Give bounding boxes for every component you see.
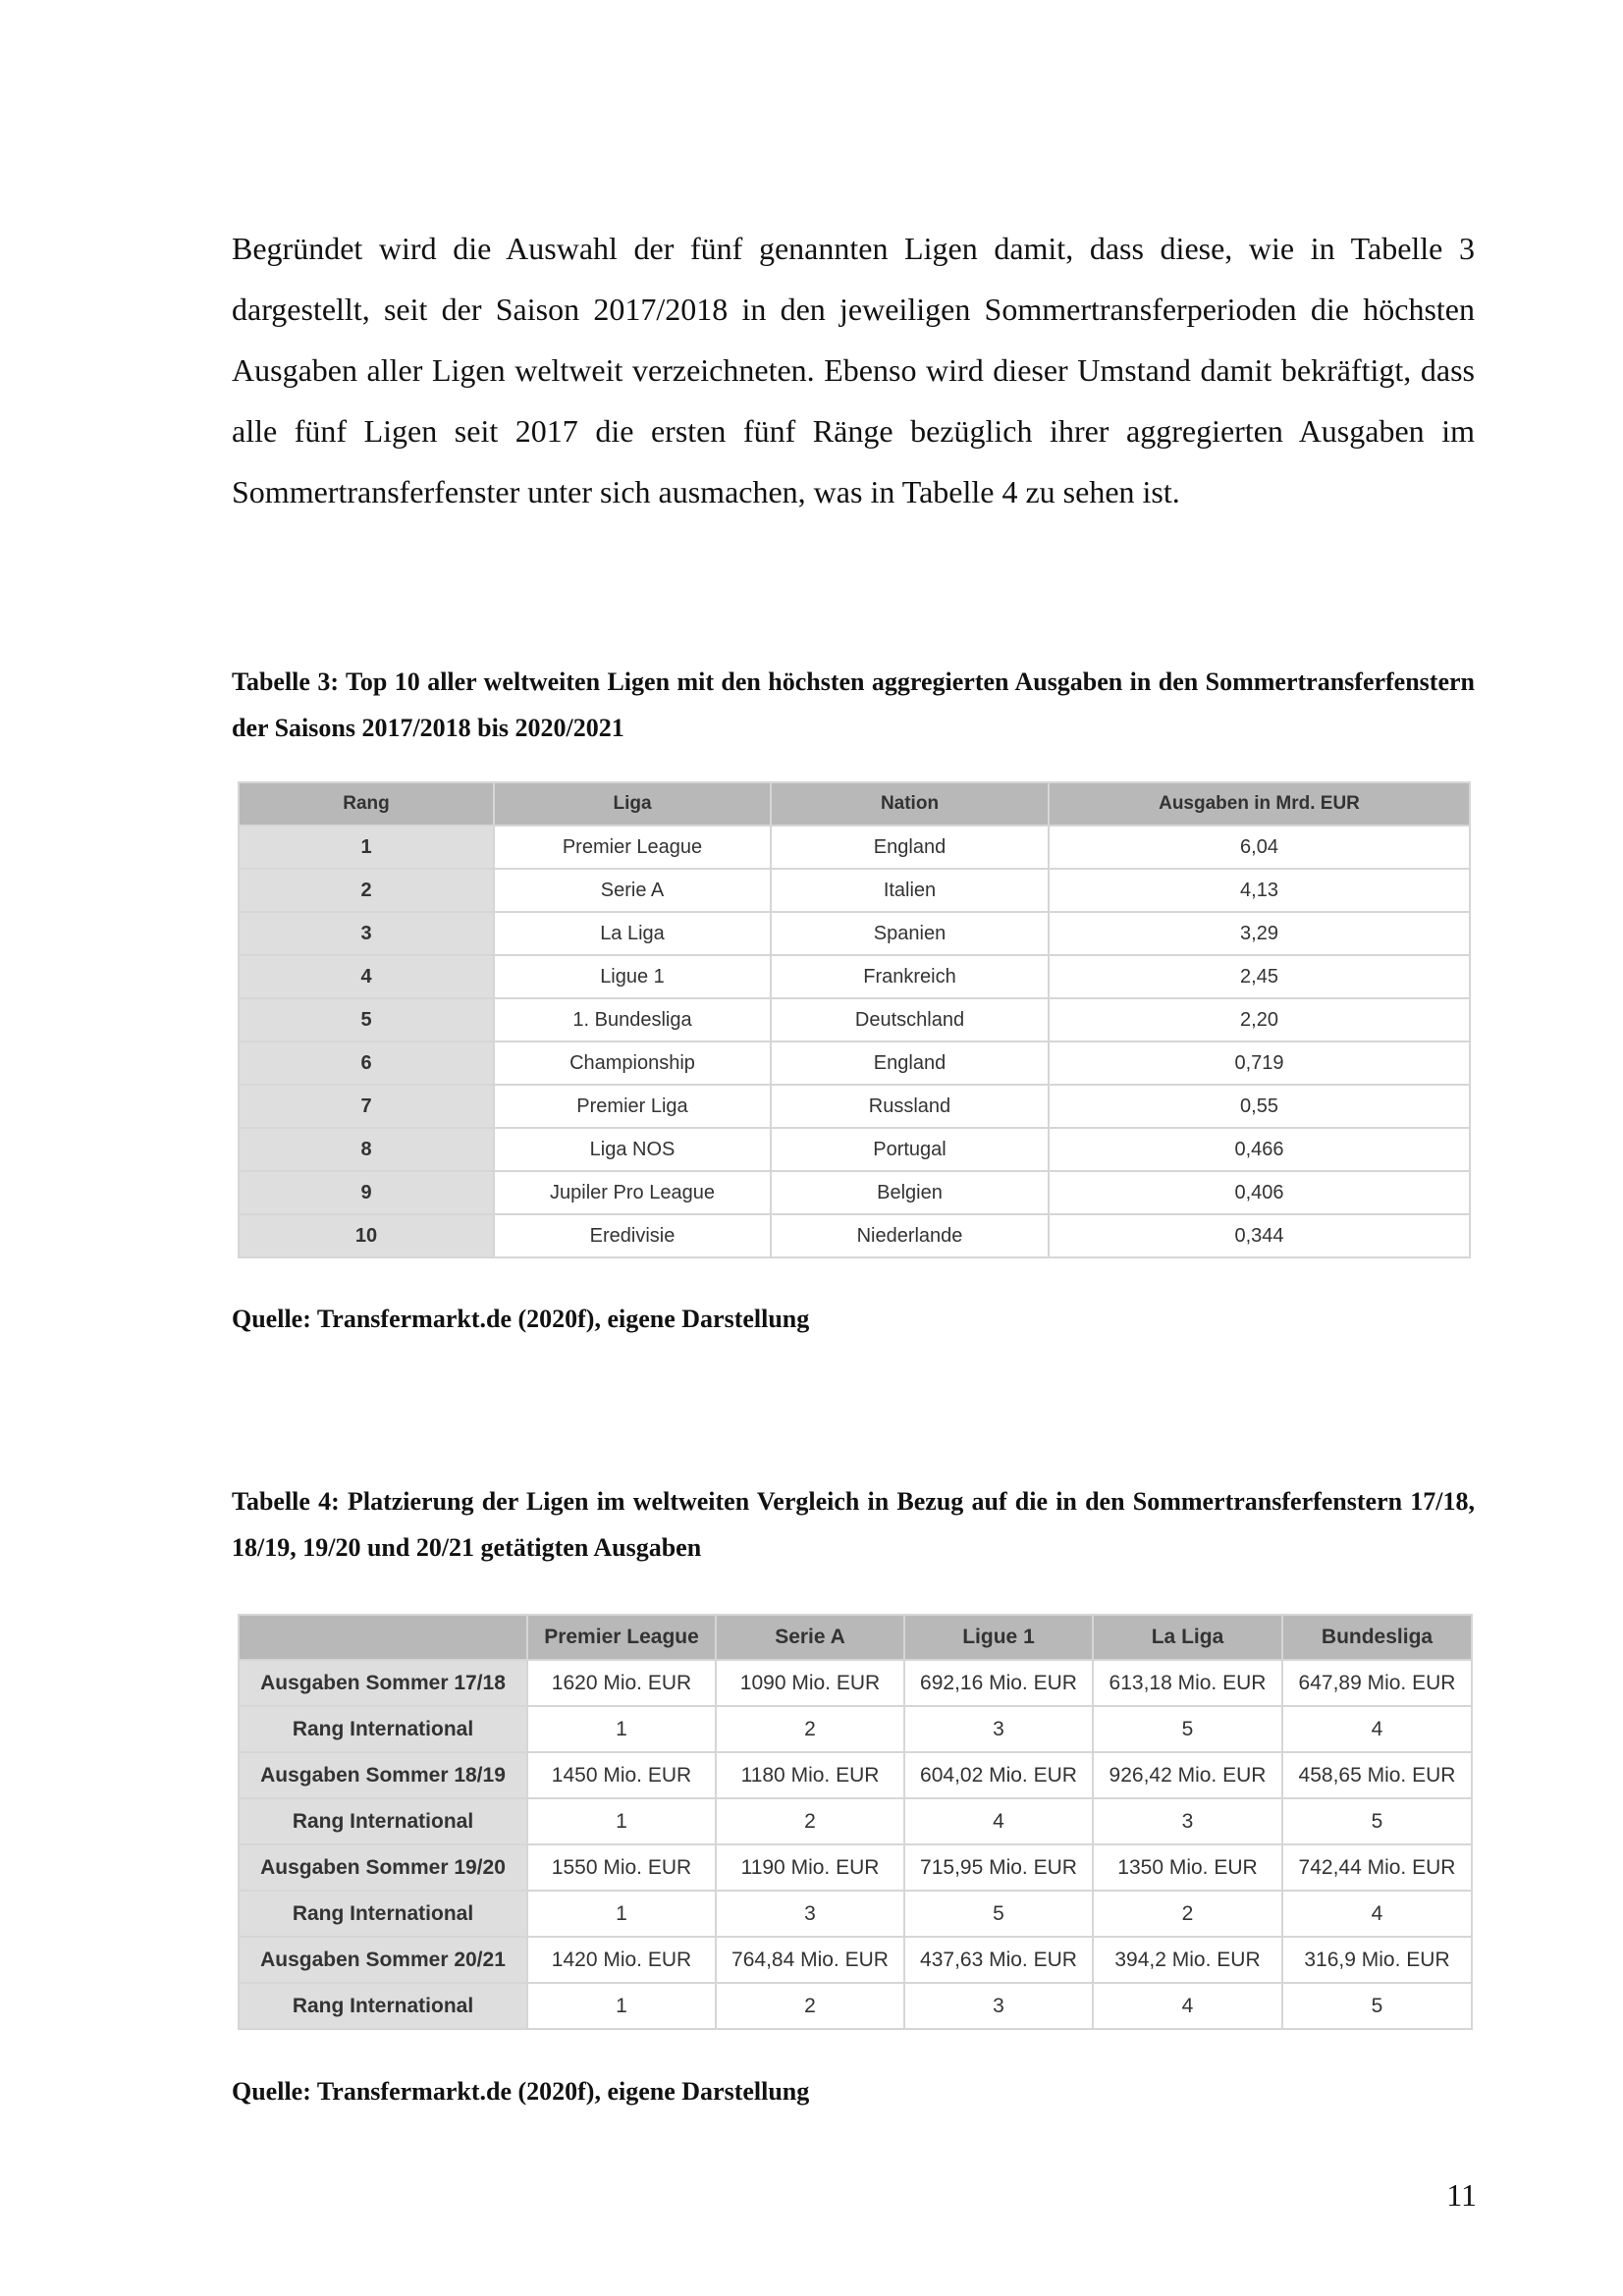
table-row xyxy=(239,955,1470,998)
table-row xyxy=(239,1891,1472,1937)
table-cell: 5 xyxy=(1093,1706,1282,1752)
rank-cell: 2 xyxy=(239,869,494,912)
nation-cell: Deutschland xyxy=(771,998,1049,1041)
row-label: Rang International xyxy=(239,1798,527,1844)
table-cell: 1 xyxy=(527,1983,716,2029)
spend-cell: 3,29 xyxy=(1049,912,1470,955)
nation-cell: England xyxy=(771,826,1049,869)
table-cell: 2 xyxy=(716,1706,904,1752)
table-cell: 1 xyxy=(527,1798,716,1844)
table-cell: 715,95 Mio. EUR xyxy=(904,1844,1093,1891)
table-cell: 926,42 Mio. EUR xyxy=(1093,1752,1282,1798)
table-cell: 3 xyxy=(904,1983,1093,2029)
rank-cell: 1 xyxy=(239,826,494,869)
spend-cell: 6,04 xyxy=(1049,826,1470,869)
row-label: Rang International xyxy=(239,1983,527,2029)
table-row xyxy=(239,1706,1472,1752)
nation-cell: Belgien xyxy=(771,1171,1049,1214)
table-cell: 1450 Mio. EUR xyxy=(527,1752,716,1798)
table-cell: 647,89 Mio. EUR xyxy=(1282,1660,1472,1706)
spend-cell: 0,406 xyxy=(1049,1171,1470,1214)
table-cell: 692,16 Mio. EUR xyxy=(904,1660,1093,1706)
table-cell: 1620 Mio. EUR xyxy=(527,1660,716,1706)
table-row xyxy=(239,912,1470,955)
row-label: Ausgaben Sommer 18/19 xyxy=(239,1752,527,1798)
table-row xyxy=(239,1171,1470,1214)
table-cell: 2 xyxy=(716,1983,904,2029)
table3-header-rank: Rang xyxy=(239,782,494,826)
row-label: Rang International xyxy=(239,1706,527,1752)
table4-header-bundesliga: Bundesliga xyxy=(1282,1615,1472,1660)
rank-cell: 4 xyxy=(239,955,494,998)
table-cell: 4 xyxy=(1093,1983,1282,2029)
table-cell: 5 xyxy=(1282,1798,1472,1844)
table3-league-spending xyxy=(238,781,1471,1258)
table-row xyxy=(239,1041,1470,1085)
league-cell: Premier Liga xyxy=(494,1085,771,1128)
table4-caption: Tabelle 4: Platzierung der Ligen im weltweiten Vergleich in Bezug auf die in den Sommertransferfenstern 17/18, 18/19, 19/20 und 20/21 getätigten Ausgaben xyxy=(232,1487,1475,1562)
table4-source: Quelle: Transfermarkt.de (2020f), eigene Darstellung xyxy=(232,2077,810,2106)
league-cell: Ligue 1 xyxy=(494,955,771,998)
spend-cell: 2,20 xyxy=(1049,998,1470,1041)
table-cell: 394,2 Mio. EUR xyxy=(1093,1937,1282,1983)
nation-cell: Spanien xyxy=(771,912,1049,955)
spend-cell: 0,719 xyxy=(1049,1041,1470,1085)
table-cell: 5 xyxy=(1282,1983,1472,2029)
league-cell: Eredivisie xyxy=(494,1214,771,1257)
table4-header-la-liga: La Liga xyxy=(1093,1615,1282,1660)
rank-cell: 8 xyxy=(239,1128,494,1171)
table-row xyxy=(239,1798,1472,1844)
nation-cell: Frankreich xyxy=(771,955,1049,998)
league-cell: La Liga xyxy=(494,912,771,955)
table-cell: 1350 Mio. EUR xyxy=(1093,1844,1282,1891)
rank-cell: 7 xyxy=(239,1085,494,1128)
table-cell: 316,9 Mio. EUR xyxy=(1282,1937,1472,1983)
spend-cell: 0,344 xyxy=(1049,1214,1470,1257)
row-label: Ausgaben Sommer 17/18 xyxy=(239,1660,527,1706)
table-cell: 1090 Mio. EUR xyxy=(716,1660,904,1706)
table3-header-nation: Nation xyxy=(771,782,1049,826)
table4-header-row xyxy=(239,1615,1472,1660)
table-cell: 4 xyxy=(1282,1706,1472,1752)
spend-cell: 4,13 xyxy=(1049,869,1470,912)
table-cell: 613,18 Mio. EUR xyxy=(1093,1660,1282,1706)
table-row xyxy=(239,1752,1472,1798)
table-row xyxy=(239,869,1470,912)
table4-header-corner xyxy=(239,1615,527,1660)
row-label: Ausgaben Sommer 19/20 xyxy=(239,1844,527,1891)
league-cell: Liga NOS xyxy=(494,1128,771,1171)
table3-header-spend: Ausgaben in Mrd. EUR xyxy=(1049,782,1470,826)
spend-cell: 2,45 xyxy=(1049,955,1470,998)
nation-cell: Portugal xyxy=(771,1128,1049,1171)
table-row xyxy=(239,1983,1472,2029)
table-row xyxy=(239,826,1470,869)
page-number: 11 xyxy=(1446,2177,1477,2213)
table-row xyxy=(239,1660,1472,1706)
table3-header-row xyxy=(239,782,1470,826)
table4-header-premier-league: Premier League xyxy=(527,1615,716,1660)
table-cell: 5 xyxy=(904,1891,1093,1937)
table-cell: 458,65 Mio. EUR xyxy=(1282,1752,1472,1798)
league-cell: 1. Bundesliga xyxy=(494,998,771,1041)
rank-cell: 6 xyxy=(239,1041,494,1085)
table-row xyxy=(239,1085,1470,1128)
table-row xyxy=(239,998,1470,1041)
table4-header-ligue-1: Ligue 1 xyxy=(904,1615,1093,1660)
nation-cell: Niederlande xyxy=(771,1214,1049,1257)
table-cell: 3 xyxy=(716,1891,904,1937)
table-cell: 1190 Mio. EUR xyxy=(716,1844,904,1891)
table-cell: 1 xyxy=(527,1706,716,1752)
row-label: Ausgaben Sommer 20/21 xyxy=(239,1937,527,1983)
spend-cell: 0,466 xyxy=(1049,1128,1470,1171)
table-cell: 1180 Mio. EUR xyxy=(716,1752,904,1798)
table-cell: 742,44 Mio. EUR xyxy=(1282,1844,1472,1891)
league-cell: Premier League xyxy=(494,826,771,869)
league-cell: Jupiler Pro League xyxy=(494,1171,771,1214)
table3-caption: Tabelle 3: Top 10 aller weltweiten Ligen mit den höchsten aggregierten Ausgaben in den Sommertransferfenstern der Saisons 2017/2018 bis 2020/2021 xyxy=(232,667,1475,742)
nation-cell: Italien xyxy=(771,869,1049,912)
table-cell: 4 xyxy=(1282,1891,1472,1937)
table4-league-ranking xyxy=(238,1614,1473,2030)
table-row xyxy=(239,1937,1472,1983)
table-cell: 2 xyxy=(716,1798,904,1844)
rank-cell: 10 xyxy=(239,1214,494,1257)
nation-cell: Russland xyxy=(771,1085,1049,1128)
table3-source: Quelle: Transfermarkt.de (2020f), eigene Darstellung xyxy=(232,1305,810,1333)
table-cell: 764,84 Mio. EUR xyxy=(716,1937,904,1983)
table-row xyxy=(239,1128,1470,1171)
table-cell: 2 xyxy=(1093,1891,1282,1937)
body-paragraph: Begründet wird die Auswahl der fünf genannten Ligen damit, dass diese, wie in Tabelle 3 dargestellt, seit der Saison 2017/2018 in den jeweiligen Sommertransferperioden die höchsten Ausgaben aller Ligen weltweit verzeichneten. Ebenso wird dieser Umstand damit bekräftigt, dass alle fünf Ligen seit 2017 die ersten fünf Ränge bezüglich ihrer aggregierten Ausgaben im Sommertransferfenster unter sich ausmachen, was in Tabelle 4 zu sehen ist. xyxy=(232,231,1475,509)
spend-cell: 0,55 xyxy=(1049,1085,1470,1128)
table-cell: 1 xyxy=(527,1891,716,1937)
table-cell: 437,63 Mio. EUR xyxy=(904,1937,1093,1983)
rank-cell: 5 xyxy=(239,998,494,1041)
table-cell: 1420 Mio. EUR xyxy=(527,1937,716,1983)
table4-header-serie-a: Serie A xyxy=(716,1615,904,1660)
rank-cell: 3 xyxy=(239,912,494,955)
rank-cell: 9 xyxy=(239,1171,494,1214)
table-cell: 4 xyxy=(904,1798,1093,1844)
nation-cell: England xyxy=(771,1041,1049,1085)
table-cell: 3 xyxy=(904,1706,1093,1752)
row-label: Rang International xyxy=(239,1891,527,1937)
table3-header-league: Liga xyxy=(494,782,771,826)
table-cell: 1550 Mio. EUR xyxy=(527,1844,716,1891)
table-row xyxy=(239,1214,1470,1257)
table-cell: 3 xyxy=(1093,1798,1282,1844)
table-cell: 604,02 Mio. EUR xyxy=(904,1752,1093,1798)
league-cell: Serie A xyxy=(494,869,771,912)
table-row xyxy=(239,1844,1472,1891)
league-cell: Championship xyxy=(494,1041,771,1085)
